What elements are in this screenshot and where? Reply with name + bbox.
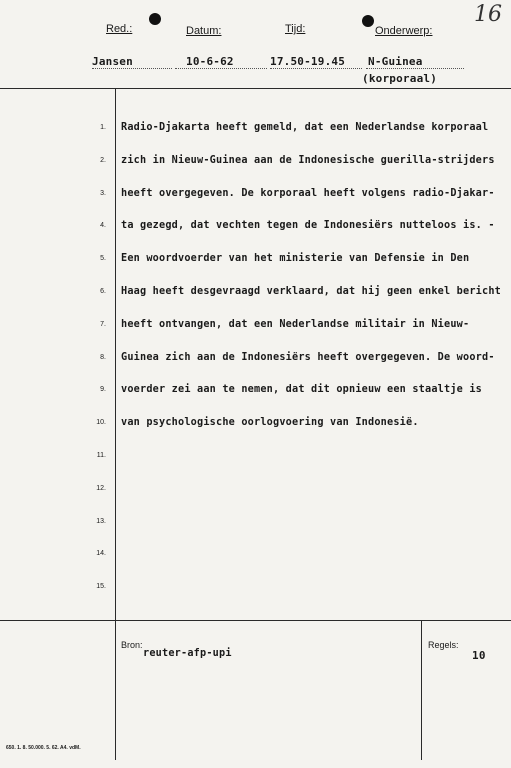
regels-value: 10 (472, 649, 486, 662)
margin-rule (115, 88, 116, 760)
typed-line: Guinea zich aan de Indonesiërs heeft overgegeven. De woord- (121, 352, 495, 363)
line-number: 14. (96, 550, 106, 557)
datum-value: 10-6-62 (186, 55, 234, 68)
tijd-value: 17.50-19.45 (270, 55, 346, 68)
line-number: 8. (100, 354, 106, 361)
typed-line: van psychologische oorlogvoering van Indonesië. (121, 417, 419, 428)
onderwerp-dotline (366, 68, 464, 69)
line-number: 7. (100, 321, 106, 328)
line-number: 4. (100, 222, 106, 229)
page-number: 16 (474, 2, 502, 27)
typed-line: voerder zei aan te nemen, dat dit opnieuw een staaltje is (121, 384, 483, 395)
typed-line: heeft ontvangen, dat een Nederlandse militair in Nieuw- (121, 319, 470, 330)
datum-label: Datum: (186, 25, 222, 37)
typed-line: zich in Nieuw-Guinea aan de Indonesische guerilla-strijders (121, 155, 495, 166)
line-number: 1. (100, 124, 106, 131)
line-number: 6. (100, 288, 106, 295)
typed-line: Een woordvoerder van het ministerie van Defensie in Den (121, 253, 470, 264)
line-number: 9. (100, 386, 106, 393)
footer-divider (0, 620, 511, 621)
footer-right-rule (421, 620, 422, 760)
line-number: 3. (100, 190, 106, 197)
onderwerp-label: Onderwerp: (375, 25, 433, 37)
line-number: 5. (100, 255, 106, 262)
line-number: 15. (96, 583, 106, 590)
print-code: 650. 1. 8. 50.000. 5. 62. A4. vdM. (6, 745, 81, 751)
tijd-label: Tijd: (285, 23, 306, 35)
red-dotline (92, 68, 172, 69)
typed-line: heeft overgegeven. De korporaal heeft volgens radio-Djakar- (121, 188, 495, 199)
line-number: 13. (96, 518, 106, 525)
bron-label: Bron: (121, 640, 143, 650)
typed-line: ta gezegd, dat vechten tegen de Indonesiërs nutteloos is. - (121, 220, 495, 231)
punch-hole-right (362, 15, 374, 27)
tijd-dotline (270, 68, 362, 69)
bron-value: reuter-afp-upi (143, 648, 232, 659)
onderwerp-value-2: (korporaal) (362, 72, 438, 85)
line-number: 10. (96, 419, 106, 426)
regels-label: Regels: (428, 640, 459, 650)
line-number: 2. (100, 157, 106, 164)
header-divider (0, 88, 511, 89)
line-number: 11. (96, 452, 106, 459)
typed-line: Radio-Djakarta heeft gemeld, dat een Nederlandse korporaal (121, 122, 489, 133)
datum-dotline (175, 68, 267, 69)
line-number: 12. (96, 485, 106, 492)
onderwerp-value: N-Guinea (368, 55, 423, 68)
red-value: Jansen (92, 55, 133, 68)
punch-hole-left (149, 13, 161, 25)
red-label: Red.: (106, 23, 133, 35)
typed-line: Haag heeft desgevraagd verklaard, dat hij geen enkel bericht (121, 286, 502, 297)
